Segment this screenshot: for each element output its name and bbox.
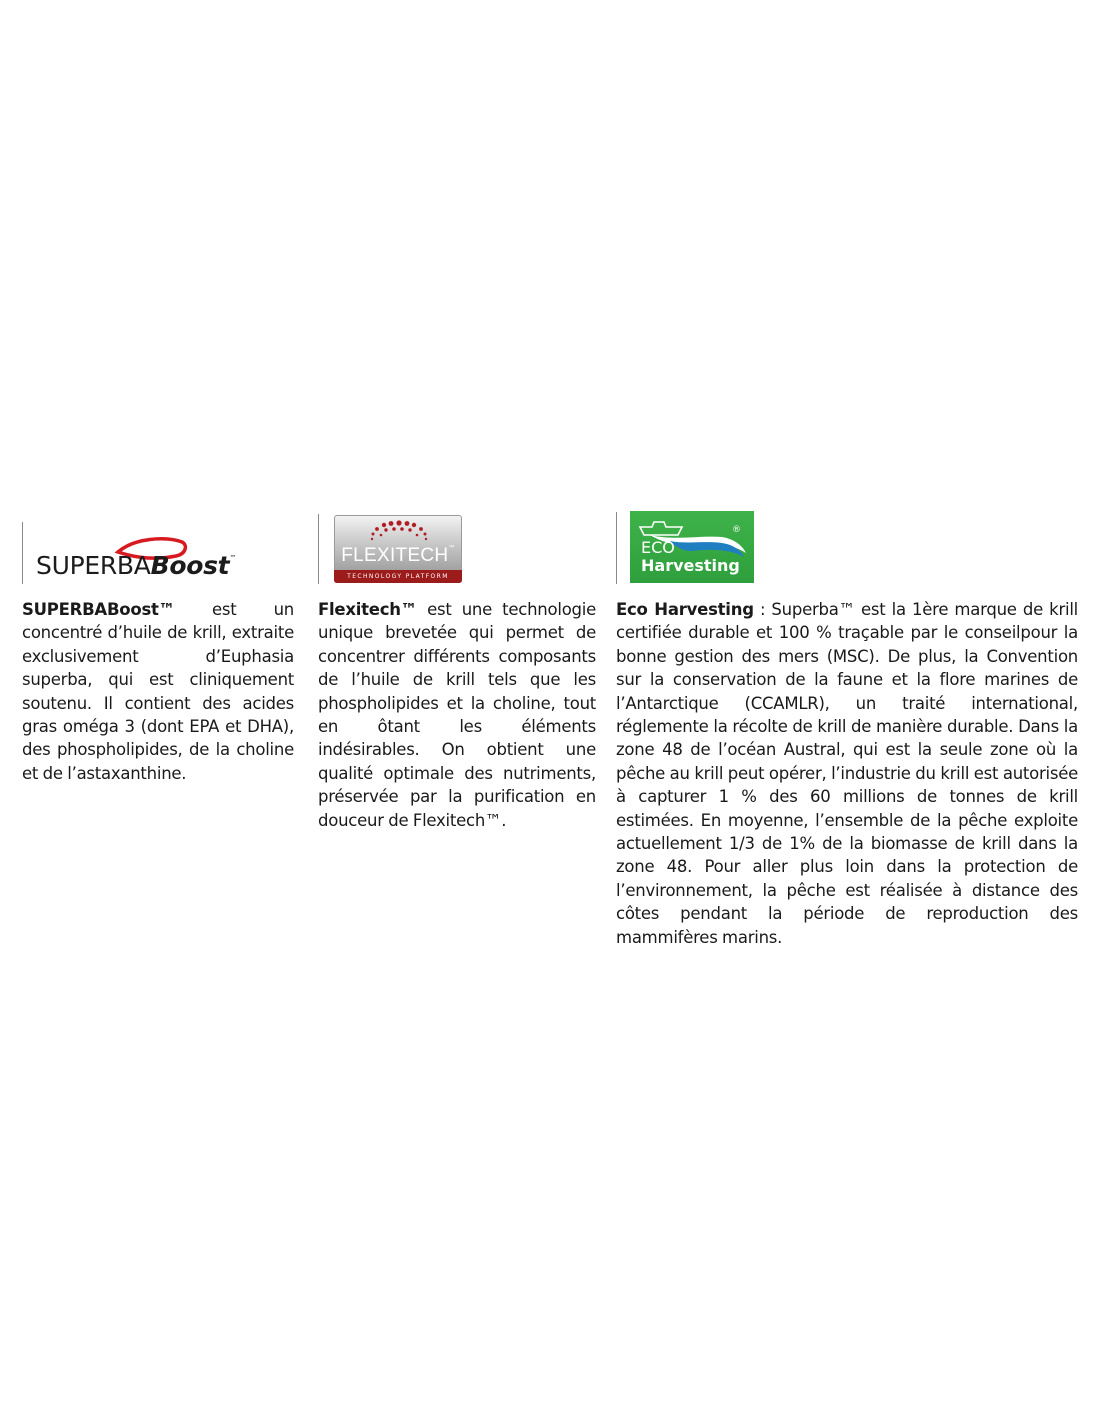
- brand-name: FLEXITECH: [341, 545, 449, 566]
- registered-symbol: ®: [732, 525, 741, 535]
- flexitech-wordmark: [334, 545, 462, 567]
- trademark-symbol: ™: [448, 545, 455, 551]
- superba-boost-section: [22, 508, 294, 802]
- trademark-symbol: ™: [229, 554, 237, 562]
- brand-main: SUPERBA: [36, 551, 151, 580]
- lead-term: Eco Harvesting: [616, 600, 754, 619]
- dots-arc-icon: [364, 519, 434, 545]
- eco-harvesting-description: [616, 598, 1078, 949]
- harvesting-word: Harvesting: [641, 556, 740, 575]
- flexitech-section: [318, 508, 596, 849]
- lead-term: Flexitech™: [318, 600, 418, 619]
- divider-line: [22, 522, 23, 584]
- superba-boost-wordmark: [36, 551, 236, 580]
- divider-line: [318, 514, 319, 584]
- brand-bold: Boost: [150, 551, 230, 580]
- body-text: : Superba™ est la 1ère marque de krill certifiée durable et 100 % traçable par le conseilpour la bonne gestion des mers (MSC). De plus, la Convention sur la conservation de la faune et la flore marines de l’Antarctique (CCAMLR), un traité international, réglemente la récolte de krill de manière durable. Dans la zone 48 de l’océan Austral, qui est la seule zone où la pêche au krill peut opérer, l’industrie du krill est autorisée à capturer 1 % des 60 millions de tonnes de krill estimées. En moyenne, l’ensemble de la pêche exploite actuellement 1/3 de 1% de la biomasse de krill dans la zone 48. Pour aller plus loin dans la protection de l’environnement, la pêche est réalisée à distance des côtes pendant la période de reproduction des mammifères marins.: [616, 600, 1078, 947]
- body-text: est une technologie unique brevetée qui permet de concentrer différents composants de l’huile de krill tels que les phospholipides et la choline, tout en ôtant les éléments indésirables. On obtient une qualité optimale des nutriments, préservée par la purification en douceur de Flexitech™.: [318, 600, 596, 830]
- flexitech-logo-row: [318, 508, 596, 588]
- technology-platform-band: TECHNOLOGY PLATFORM: [334, 570, 462, 583]
- divider-line: [616, 512, 617, 584]
- eco-word: ECO: [641, 538, 675, 557]
- flexitech-description: [318, 598, 596, 832]
- lead-term: SUPERBABoost™: [22, 600, 175, 619]
- body-text: est un concentré d’huile de krill, extraite exclusivement d’Euphasia superba, qui est cliniquement soutenu. Il contient des acides gras oméga 3 (dont EPA et DHA), des phospholipides, de la choline et de l’astaxanthine.: [22, 600, 294, 783]
- flexitech-logo: [334, 515, 462, 583]
- eco-harvesting-section: [616, 508, 1078, 966]
- eco-harvesting-logo: [630, 511, 754, 583]
- eco-harvesting-logo-row: [616, 508, 1078, 588]
- superba-boost-logo-row: [22, 508, 294, 588]
- superba-boost-description: [22, 598, 294, 785]
